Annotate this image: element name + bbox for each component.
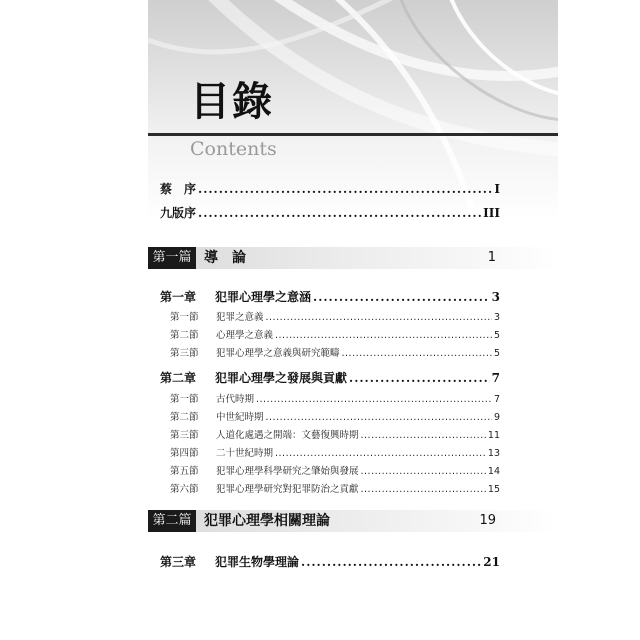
part-number-tag: 第一篇: [148, 247, 196, 269]
section-number: 第三節: [170, 348, 199, 359]
dot-leader: [342, 345, 492, 362]
toc-entry-section[interactable]: [170, 409, 500, 426]
toc-entry-chapter[interactable]: [160, 369, 500, 387]
section-number: 第一節: [170, 394, 199, 405]
page-number: 3: [493, 312, 500, 323]
chapter-number: 第三章: [160, 555, 197, 569]
page-title: 目錄: [190, 79, 274, 125]
preface-label: 蔡 序: [160, 182, 197, 196]
page-subtitle: Contents: [190, 138, 277, 160]
toc-entry-section[interactable]: [170, 481, 500, 498]
section-number: 第四節: [170, 448, 199, 459]
dot-leader: [361, 463, 486, 480]
section-number: 第五節: [170, 466, 199, 477]
part-title: 犯罪心理學相關理論: [204, 513, 330, 529]
section-title: 人道化處遇之開端：文藝復興時期: [216, 430, 359, 441]
chapter-title: 犯罪心理學之發展與貢獻: [215, 371, 348, 385]
dot-leader: [349, 369, 490, 387]
page-number: 7: [493, 394, 500, 405]
toc-entry-section[interactable]: [170, 309, 500, 326]
section-number: 第六節: [170, 484, 199, 495]
page-number: 15: [487, 484, 500, 495]
toc-entry-section[interactable]: [170, 463, 500, 480]
page-number: I: [494, 182, 500, 196]
section-title: 二十世紀時期: [216, 448, 274, 459]
part-number-tag: 第二篇: [148, 510, 196, 532]
part-heading[interactable]: [148, 247, 558, 269]
page-number: 14: [487, 466, 500, 477]
section-number: 第二節: [170, 412, 199, 423]
chapter-title: 犯罪心理學之意涵: [215, 290, 312, 304]
toc-entry-chapter[interactable]: [160, 553, 500, 571]
section-title: 心理學之意義: [216, 330, 274, 341]
page-number: 7: [491, 371, 500, 385]
toc-entry-chapter[interactable]: [160, 288, 500, 306]
dot-leader: [275, 445, 486, 462]
dot-leader: [313, 288, 490, 306]
part-heading[interactable]: [148, 510, 558, 532]
preface-label: 九版序: [160, 206, 197, 220]
toc-entry-section[interactable]: [170, 345, 500, 362]
page-number: 9: [493, 412, 500, 423]
toc-entry-section[interactable]: [170, 445, 500, 462]
chapter-number: 第二章: [160, 371, 197, 385]
part-title: 導 論: [204, 250, 246, 266]
section-title: 犯罪心理學之意義與研究範疇: [216, 348, 340, 359]
dot-leader: [266, 309, 492, 326]
part-page-number: 19: [479, 513, 496, 528]
page-number: 5: [493, 330, 500, 341]
section-number: 第二節: [170, 330, 199, 341]
dot-leader: [301, 553, 481, 571]
page-number: 21: [483, 555, 500, 569]
chapter-number: 第一章: [160, 290, 197, 304]
dot-leader: [256, 391, 492, 408]
dot-leader: [361, 427, 486, 444]
chapter-title: 犯罪生物學理論: [215, 555, 300, 569]
page-number: 3: [491, 290, 500, 304]
dot-leader: [198, 204, 481, 222]
dot-leader: [361, 481, 486, 498]
page-number: 11: [487, 430, 500, 441]
dot-leader: [266, 409, 492, 426]
toc-entry-section[interactable]: [170, 427, 500, 444]
section-title: 犯罪心理學科學研究之肇始與發展: [216, 466, 359, 477]
section-title: 犯罪心理學研究對犯罪防治之貢獻: [216, 484, 359, 495]
page-number: 13: [487, 448, 500, 459]
toc-entry-preface[interactable]: [160, 204, 500, 222]
part-page-number: 1: [487, 250, 496, 265]
page-number: 5: [493, 348, 500, 359]
section-title: 古代時期: [216, 394, 255, 405]
toc-entry-section[interactable]: [170, 391, 500, 408]
toc-entry-preface[interactable]: [160, 180, 500, 198]
section-number: 第三節: [170, 430, 199, 441]
dot-leader: [275, 327, 492, 344]
toc-entry-section[interactable]: [170, 327, 500, 344]
title-rule: [148, 133, 558, 136]
dot-leader: [198, 180, 492, 198]
page-number: III: [483, 206, 500, 220]
section-title: 犯罪之意義: [216, 312, 264, 323]
section-title: 中世紀時期: [216, 412, 264, 423]
section-number: 第一節: [170, 312, 199, 323]
